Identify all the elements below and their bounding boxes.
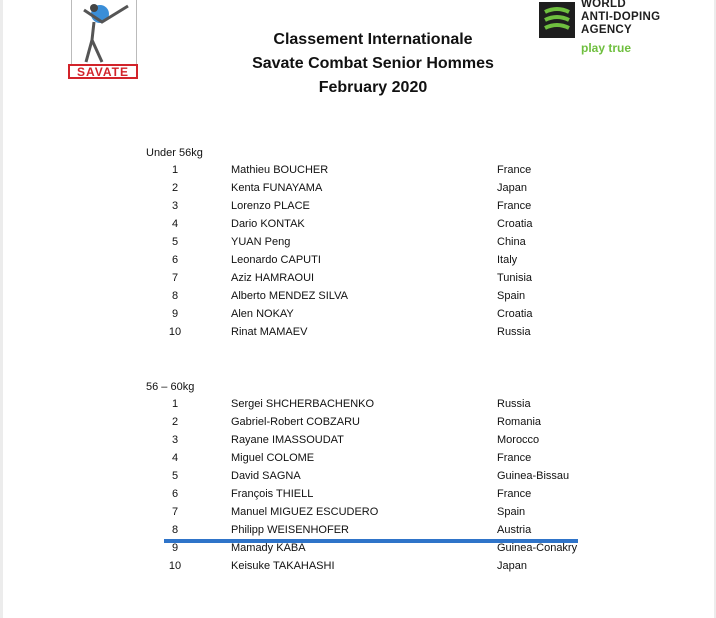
fighter-name: YUAN Peng xyxy=(231,236,291,248)
table-row xyxy=(3,200,714,218)
table-row xyxy=(3,182,714,200)
table-row xyxy=(3,560,714,578)
fighter-name: Sergei SHCHERBACHENKO xyxy=(231,398,375,410)
kicking-fighter-icon xyxy=(71,0,137,64)
fighter-name: Keisuke TAKAHASHI xyxy=(231,560,335,572)
country-cell: Russia xyxy=(497,326,531,338)
wada-logo xyxy=(537,0,716,60)
rank-cell: 3 xyxy=(171,434,179,446)
category-label: Under 56kg xyxy=(146,147,203,159)
fighter-name: Philipp WEISENHOFER xyxy=(231,524,349,536)
page-title: Classement Internationale Savate Combat Senior Hommes February 2020 xyxy=(252,31,494,96)
savate-wordmark: SAVATE xyxy=(68,64,138,79)
fighter-name: Manuel MIGUEZ ESCUDERO xyxy=(231,506,379,518)
fighter-name: Kenta FUNAYAMA xyxy=(231,182,323,194)
table-row xyxy=(3,416,714,434)
rank-cell: 8 xyxy=(171,290,179,302)
rank-cell: 5 xyxy=(171,236,179,248)
rank-cell: 7 xyxy=(171,272,179,284)
rank-cell: 10 xyxy=(168,326,182,338)
table-row xyxy=(3,470,714,488)
country-cell: Guinea-Conakry xyxy=(497,542,578,554)
fighter-name: Miguel COLOME xyxy=(231,452,315,464)
country-cell: China xyxy=(497,236,526,248)
rank-cell: 1 xyxy=(171,164,179,176)
table-row xyxy=(3,398,714,416)
country-cell: Spain xyxy=(497,506,526,518)
document-page xyxy=(3,0,714,618)
fighter-name: Leonardo CAPUTI xyxy=(231,254,321,266)
fighter-name: Mamady KABA xyxy=(231,542,306,554)
country-cell: Romania xyxy=(497,416,542,428)
country-cell: France xyxy=(497,488,532,500)
country-cell: Croatia xyxy=(497,218,533,230)
rank-cell: 1 xyxy=(171,398,179,410)
fighter-name: Gabriel-Robert COBZARU xyxy=(231,416,360,428)
fighter-name: François THIELL xyxy=(231,488,314,500)
fighter-name: Rayane IMASSOUDAT xyxy=(231,434,344,446)
rank-cell: 3 xyxy=(171,200,179,212)
table-row xyxy=(3,434,714,452)
rank-cell: 6 xyxy=(171,488,179,500)
table-row xyxy=(3,308,714,326)
country-cell: Tunisia xyxy=(497,272,533,284)
table-row xyxy=(3,164,714,182)
table-row xyxy=(3,542,714,560)
rank-cell: 5 xyxy=(171,470,179,482)
rank-cell: 6 xyxy=(171,254,179,266)
country-cell: Croatia xyxy=(497,308,533,320)
country-cell: France xyxy=(497,452,532,464)
wada-name: WORLD ANTI-DOPING AGENCY xyxy=(581,0,661,36)
category-label: 56 – 60kg xyxy=(146,381,195,393)
fighter-name: David SAGNA xyxy=(231,470,301,482)
country-cell: Morocco xyxy=(497,434,540,446)
rank-cell: 9 xyxy=(171,308,179,320)
table-row xyxy=(3,236,714,254)
table-row xyxy=(3,326,714,344)
fighter-name: Aziz HAMRAOUI xyxy=(231,272,315,284)
country-cell: Russia xyxy=(497,398,531,410)
rank-cell: 4 xyxy=(171,218,179,230)
country-cell: Japan xyxy=(497,560,527,572)
rank-cell: 8 xyxy=(171,524,179,536)
table-row xyxy=(3,506,714,524)
fighter-name: Rinat MAMAEV xyxy=(231,326,308,338)
fighter-name: Lorenzo PLACE xyxy=(231,200,310,212)
rank-cell: 4 xyxy=(171,452,179,464)
fighter-name: Alen NOKAY xyxy=(231,308,294,320)
fighter-name: Dario KONTAK xyxy=(231,218,305,230)
table-row xyxy=(3,488,714,506)
table-row xyxy=(3,272,714,290)
rank-cell: 2 xyxy=(171,416,179,428)
country-cell: Guinea-Bissau xyxy=(497,470,570,482)
country-cell: Spain xyxy=(497,290,526,302)
country-cell: France xyxy=(497,200,532,212)
fighter-name: Mathieu BOUCHER xyxy=(231,164,329,176)
country-cell: Japan xyxy=(497,182,527,194)
fighter-name: Alberto MENDEZ SILVA xyxy=(231,290,348,302)
table-row xyxy=(3,218,714,236)
table-row xyxy=(3,254,714,272)
table-row xyxy=(3,452,714,470)
rank-cell: 7 xyxy=(171,506,179,518)
country-cell: Austria xyxy=(497,524,532,536)
rank-cell: 10 xyxy=(168,560,182,572)
table-row xyxy=(3,290,714,308)
savate-logo xyxy=(67,0,139,80)
rank-cell: 9 xyxy=(171,542,179,554)
wada-tagline: play true xyxy=(581,41,632,55)
country-cell: Italy xyxy=(497,254,518,266)
country-cell: France xyxy=(497,164,532,176)
rank-cell: 2 xyxy=(171,182,179,194)
